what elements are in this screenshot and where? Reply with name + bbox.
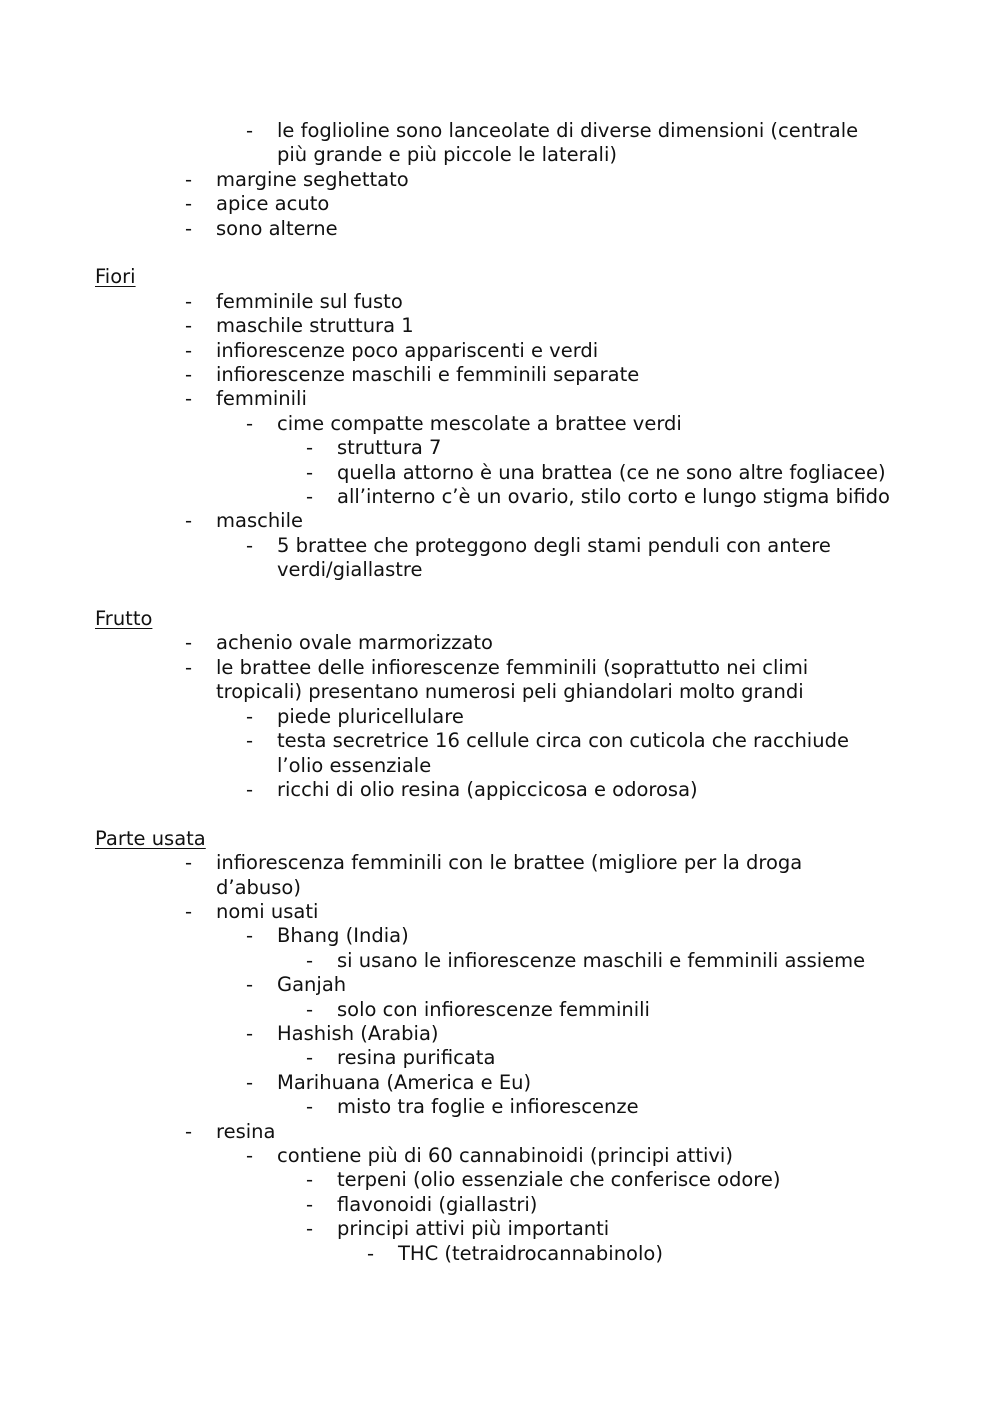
bullet-dash: - [185,509,193,533]
list-item [0,1168,1000,1192]
bullet-dash: - [185,363,193,387]
list-item-text: piede pluricellulare [277,704,464,728]
list-item [0,924,1000,948]
bullet-dash: - [185,192,193,216]
list-item [0,778,1000,802]
list-item [0,1193,1000,1217]
bullet-dash: - [306,460,314,484]
list-item-text: margine seghettato [216,167,409,191]
list-item [0,998,1000,1022]
list-item-text: principi attivi più importanti [337,1217,610,1241]
list-item-text: sono alterne [216,216,338,240]
bullet-dash: - [246,411,254,435]
list-item-text: infiorescenza femminili con le brattee (migliore per la droga d’abuso) [216,851,803,899]
list-item-text: misto tra foglie e infiorescenze [337,1095,639,1119]
list-item-text: Hashish (Arabia) [277,1021,439,1045]
list-item [0,436,1000,460]
list-item-text: le foglioline sono lanceolate di diverse dimensioni (centrale più grande e più piccole le laterali) [277,119,859,167]
list-item-text: resina [216,1119,276,1143]
list-item [0,168,1000,192]
bullet-dash: - [185,655,193,679]
bullet-dash: - [246,533,254,557]
list-item [0,1120,1000,1144]
list-item-text: nomi usati [216,899,319,923]
list-item [0,509,1000,533]
bullet-dash: - [185,631,193,655]
list-item [0,1095,1000,1119]
section-heading: Fiori [95,265,136,289]
list-item [0,192,1000,216]
bullet-dash: - [246,924,254,948]
list-item-text: infiorescenze maschili e femminili separate [216,363,640,387]
list-item [0,973,1000,997]
list-item-text: flavonoidi (giallastri) [337,1192,538,1216]
list-item [0,485,1000,509]
bullet-dash: - [185,851,193,875]
list-item [0,461,1000,485]
list-item-text: Bhang (India) [277,924,409,948]
bullet-dash: - [185,216,193,240]
bullet-dash: - [185,338,193,362]
section [0,265,1000,582]
list-item [0,949,1000,973]
list-item-text: testa secretrice 16 cellule circa con cuticola che racchiude l’olio essenziale [277,729,849,777]
bullet-dash: - [306,1217,314,1241]
bullet-dash: - [306,436,314,460]
bullet-dash: - [185,289,193,313]
list-item [0,1046,1000,1070]
list-item [0,1022,1000,1046]
bullet-dash: - [185,314,193,338]
bullet-dash: - [306,1046,314,1070]
bullet-dash: - [246,704,254,728]
bullet-dash: - [185,387,193,411]
list-item [0,631,1000,655]
bullet-dash: - [306,1095,314,1119]
blank-line [0,241,1000,265]
list-item [0,339,1000,363]
list-item-text: Ganjah [277,973,347,997]
list-item-text: maschile struttura 1 [216,314,414,338]
list-item-text: Marihuana (America e Eu) [277,1070,532,1094]
bullet-dash: - [246,1143,254,1167]
list-item-text: femminile sul fusto [216,289,403,313]
list-item [0,656,1000,705]
list-item-text: contiene più di 60 cannabinoidi (principi attivi) [277,1143,733,1167]
bullet-dash: - [306,997,314,1021]
list-item-text: THC (tetraidrocannabinolo) [398,1241,663,1265]
list-item [0,534,1000,583]
list-item [0,1217,1000,1241]
list-item-text: all’interno c’è un ovario, stilo corto e lungo stigma bifido [337,485,890,509]
list-item [0,900,1000,924]
list-item-text: achenio ovale marmorizzato [216,631,493,655]
list-item [0,363,1000,387]
list-item-text: infiorescenze poco appariscenti e verdi [216,338,599,362]
list-item [0,119,1000,168]
list-item [0,1071,1000,1095]
list-item-text: resina purificata [337,1046,496,1070]
list-item-text: ricchi di olio resina (appiccicosa e odorosa) [277,777,698,801]
list-item [0,412,1000,436]
blank-line [0,583,1000,607]
list-item-text: cime compatte mescolate a brattee verdi [277,411,682,435]
section-heading: Frutto [95,607,153,631]
bullet-dash: - [306,948,314,972]
bullet-dash: - [367,1241,375,1265]
list-item-text: 5 brattee che proteggono degli stami penduli con antere verdi/giallastre [277,533,831,582]
list-item-text: maschile [216,509,304,533]
list-item-text: quella attorno è una brattea (ce ne sono altre fogliacee) [337,460,886,484]
bullet-dash: - [246,1070,254,1094]
bullet-dash: - [306,485,314,509]
list-item [0,705,1000,729]
list-item [0,1242,1000,1266]
bullet-dash: - [185,899,193,923]
bullet-dash: - [306,1168,314,1192]
list-item [0,314,1000,338]
bullet-dash: - [246,119,254,142]
list-item [0,387,1000,411]
list-item [0,290,1000,314]
leaf-description-list [0,119,1000,241]
section-heading: Parte usata [95,826,206,850]
bullet-dash: - [246,1021,254,1045]
bullet-dash: - [306,1192,314,1216]
bullet-dash: - [185,167,193,191]
bullet-dash: - [246,729,254,753]
list-item [0,217,1000,241]
section [0,827,1000,1266]
bullet-dash: - [246,777,254,801]
list-item-text: apice acuto [216,192,330,216]
list-item [0,1144,1000,1168]
list-item-text: struttura 7 [337,436,442,460]
list-item-text: terpeni (olio essenziale che conferisce odore) [337,1168,781,1192]
list-item-text: si usano le infiorescenze maschili e femminili assieme [337,948,866,972]
list-item [0,729,1000,778]
blank-line [0,802,1000,826]
list-item [0,851,1000,900]
list-item-text: femminili [216,387,307,411]
bullet-dash: - [185,1119,193,1143]
bullet-dash: - [246,973,254,997]
list-item-text: solo con infiorescenze femminili [337,997,650,1021]
section [0,607,1000,802]
document-page [0,119,1000,1266]
list-item-text: le brattee delle infiorescenze femminili (soprattutto nei climi tropicali) presentano numerosi peli ghiandolari molto grandi [216,655,809,704]
